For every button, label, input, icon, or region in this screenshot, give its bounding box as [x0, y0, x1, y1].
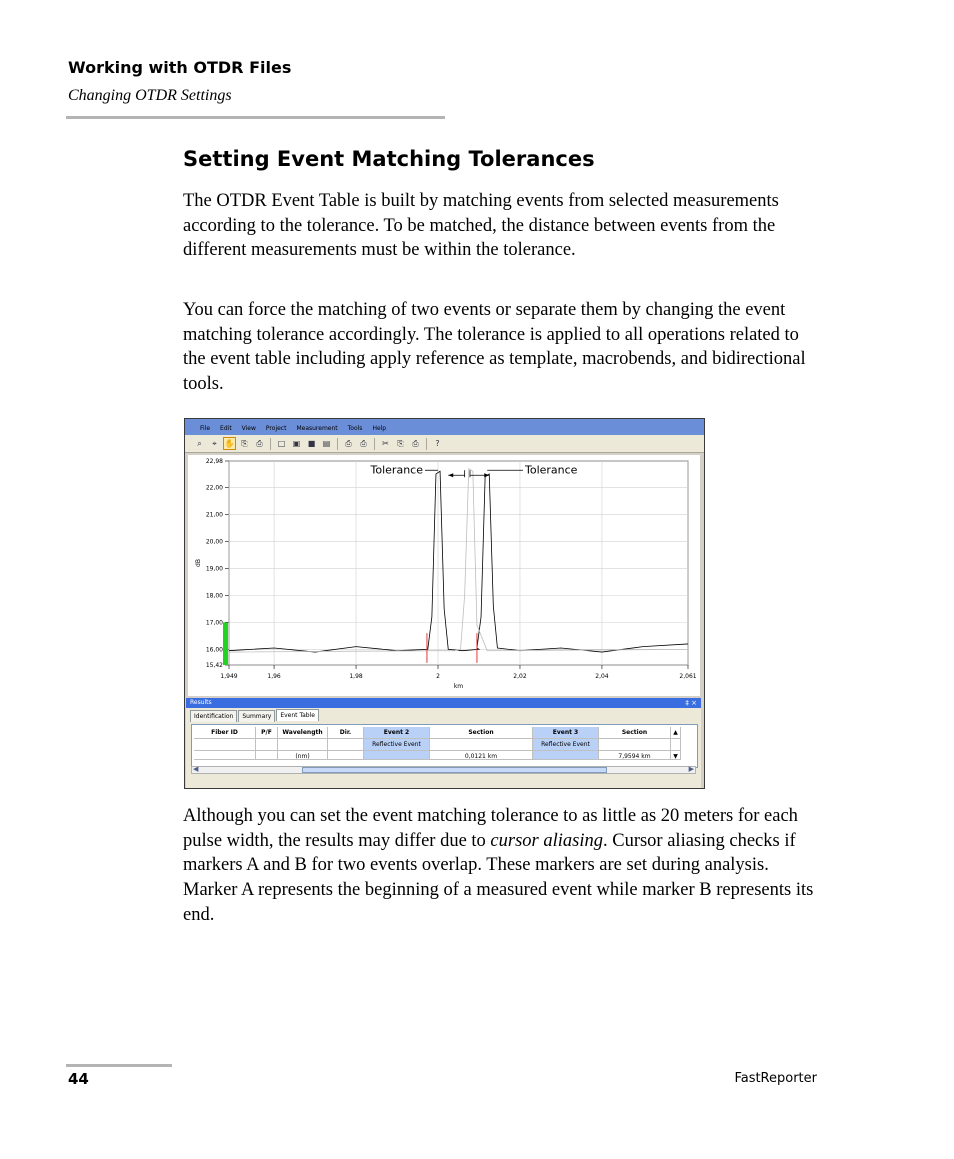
column-header: Section — [430, 727, 533, 739]
column-header: Dir. — [328, 727, 364, 739]
open-icon[interactable]: ▣ — [292, 439, 301, 448]
y-tick-label: 20,00 — [205, 538, 223, 546]
tolerance-label-right: Tolerance — [525, 463, 578, 477]
menu-project[interactable]: Project — [265, 425, 287, 432]
print-icon[interactable]: ⎙ — [360, 439, 367, 448]
tab-summary[interactable]: Summary — [238, 710, 275, 722]
toolbar — [185, 435, 704, 453]
table-cell — [256, 751, 278, 760]
table-cell — [328, 739, 364, 751]
help-icon[interactable]: ? — [435, 439, 440, 448]
x-tick-label: 1,949 — [220, 673, 238, 680]
scroll-track — [671, 739, 681, 751]
scroll-right-icon[interactable]: ▶ — [688, 765, 694, 773]
footer-rule — [66, 1064, 172, 1067]
page-number: 44 — [68, 1070, 89, 1088]
column-header: Fiber ID — [194, 727, 256, 739]
column-header: Section — [599, 727, 671, 739]
table-cell: 0,0121 km — [430, 751, 533, 760]
toolbar-separator — [374, 438, 375, 450]
y-tick-label: 16,00 — [205, 646, 223, 654]
table-cell — [533, 751, 599, 760]
menu-tools[interactable]: Tools — [347, 425, 363, 432]
paragraph-3-end: . Cursor aliasing checks if markers A and B for two events overlap. These markers are set during analysis. Marker A represents the beginning of a measured event while marker B represents its end. — [183, 830, 814, 925]
y-tick-label: 15,42 — [205, 662, 223, 669]
paragraph-3 — [183, 804, 823, 928]
table-cell — [364, 751, 430, 760]
paste-icon[interactable]: ⎙ — [256, 439, 263, 448]
app-screenshot — [184, 418, 705, 789]
y-tick-label: 22,98 — [205, 458, 223, 465]
menu-edit[interactable]: Edit — [220, 425, 232, 432]
menu-bar — [185, 423, 391, 435]
save-all-icon[interactable]: ▤ — [322, 439, 331, 448]
scroll-down-icon: ▼ — [671, 751, 681, 760]
column-header: Event 3 — [533, 727, 599, 739]
running-header-section: Changing OTDR Settings — [68, 87, 232, 104]
scroll-up-icon: ▲ — [671, 727, 681, 739]
results-title: Results — [190, 699, 212, 706]
results-tabs — [190, 710, 320, 722]
zoom-icon[interactable]: ⌕ — [197, 439, 202, 448]
tolerance-label-left: Tolerance — [370, 463, 423, 477]
zoom-area-icon[interactable]: ⌖ — [212, 439, 217, 448]
copy2-icon[interactable]: ⎘ — [397, 439, 404, 448]
results-controls[interactable]: ‡ × — [685, 699, 697, 707]
x-tick-label: 2,02 — [513, 673, 527, 680]
column-header: P/F — [256, 727, 278, 739]
y-tick-label: 17,00 — [205, 619, 223, 627]
table-cell: Reflective Event — [533, 739, 599, 751]
paragraph-1: The OTDR Event Table is built by matching events from selected measurements according to the tolerance. To be matched, the distance between events from the different measurements must be within the tolerance. — [183, 191, 779, 261]
results-panel — [186, 698, 701, 788]
level-indicator-bar — [223, 622, 228, 665]
header-rule — [66, 116, 445, 119]
x-tick-label: 2 — [436, 673, 440, 680]
scrollbar-thumb[interactable] — [302, 767, 607, 773]
y-tick-label: 18,00 — [205, 592, 223, 600]
paragraph-3-start: Although you can set the event matching tolerance to as little as 20 meters for each pulse width, the results may differ due to — [183, 806, 798, 851]
horizontal-scrollbar[interactable] — [191, 766, 696, 774]
menu-view[interactable]: View — [241, 425, 256, 432]
tab-event-table[interactable]: Event Table — [276, 709, 319, 721]
new-icon[interactable]: □ — [277, 439, 286, 448]
running-header-chapter: Working with OTDR Files — [68, 58, 292, 77]
table-cell: (nm) — [278, 751, 328, 760]
toolbar-separator — [270, 438, 271, 450]
tab-identification[interactable]: Identification — [190, 710, 237, 722]
y-tick-label: 22,00 — [205, 484, 223, 492]
table-cell — [430, 739, 533, 751]
table-cell — [599, 739, 671, 751]
menu-measurement[interactable]: Measurement — [296, 425, 338, 432]
y-tick-label: 19,00 — [205, 565, 223, 573]
plot-frame — [229, 461, 688, 665]
event-table — [191, 724, 698, 768]
table-cell — [278, 739, 328, 751]
trace-plot — [188, 455, 700, 696]
y-tick-label: 21,00 — [205, 511, 223, 519]
event-table-grid — [194, 727, 681, 760]
term-cursor-aliasing: cursor aliasing — [490, 830, 603, 851]
table-cell — [194, 751, 256, 760]
copy-icon[interactable]: ⎘ — [241, 439, 248, 448]
scroll-left-icon[interactable]: ◀ — [193, 765, 199, 773]
column-header: Wavelength — [278, 727, 328, 739]
x-tick-label: 1,98 — [349, 673, 363, 680]
section-heading: Setting Event Matching Tolerances — [183, 147, 595, 171]
table-cell — [328, 751, 364, 760]
cut-icon[interactable]: ✂ — [382, 439, 389, 448]
toolbar-separator — [426, 438, 427, 450]
toolbar-separator — [337, 438, 338, 450]
table-cell: 7,9594 km — [599, 751, 671, 760]
x-tick-label: 2,061 — [679, 673, 697, 680]
table-cell: Reflective Event — [364, 739, 430, 751]
paste2-icon[interactable]: ⎙ — [412, 439, 419, 448]
results-titlebar — [186, 698, 701, 708]
footer-product: FastReporter — [734, 1071, 817, 1086]
save-icon[interactable]: ■ — [307, 439, 316, 448]
x-tick-label: 1,96 — [267, 673, 281, 680]
column-header: Event 2 — [364, 727, 430, 739]
y-axis-label: dB — [195, 559, 202, 567]
menu-file[interactable]: File — [200, 425, 211, 432]
menu-help[interactable]: Help — [372, 425, 387, 432]
x-tick-label: 2,04 — [595, 673, 609, 680]
x-axis-label: km — [453, 683, 464, 690]
hand-icon[interactable]: ✋ — [224, 439, 235, 448]
trace-chart-svg — [188, 455, 700, 696]
table-cell — [194, 739, 256, 751]
print-preview-icon[interactable]: ⎙ — [345, 439, 352, 448]
paragraph-2: You can force the matching of two events or separate them by changing the event matching tolerance accordingly. The tolerance is applied to all operations related to the event table including apply reference as template, macrobends, and bidirectional tools. — [183, 300, 806, 395]
table-cell — [256, 739, 278, 751]
